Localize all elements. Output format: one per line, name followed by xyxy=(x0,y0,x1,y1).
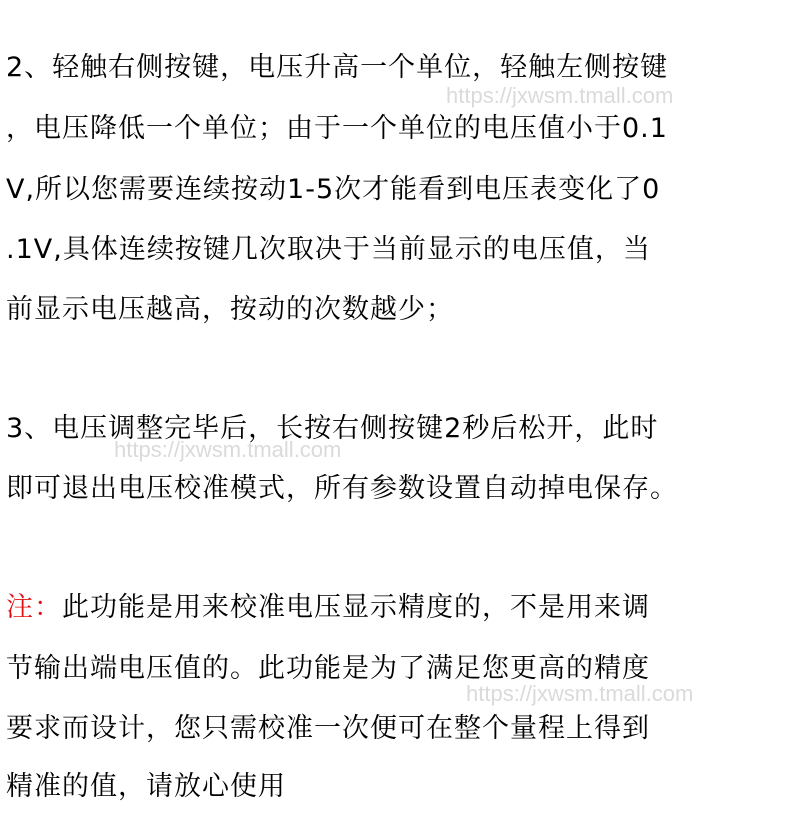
watermark-url: https://jxwsm.tmall.com xyxy=(446,83,674,108)
paragraph-line: ，电压降低一个单位；由于一个单位的电压值小于0.1 xyxy=(6,113,668,144)
paragraph-line: .1V,具体连续按键几次取决于当前显示的电压值，当 xyxy=(6,234,651,265)
paragraph-line: V,所以您需要连续按动1-5次才能看到电压表变化了0 xyxy=(6,174,661,205)
paragraph-line: 2、轻触右侧按键，电压升高一个单位，轻触左侧按键 xyxy=(6,52,669,83)
paragraph-line: 3、电压调整完毕后，长按右侧按键2秒后松开，此时 xyxy=(6,413,659,444)
note-line: 要求而设计，您只需校准一次便可在整个量程上得到 xyxy=(6,713,650,744)
paragraph-line: 前显示电压越高，按动的次数越少； xyxy=(6,294,454,325)
note-line: 精准的值，请放心使用 xyxy=(6,771,286,802)
note-line xyxy=(6,591,784,625)
paragraph-line: 即可退出电压校准模式，所有参数设置自动掉电保存。 xyxy=(6,473,678,504)
note-label: 注： xyxy=(6,592,62,623)
watermark-url: https://jxwsm.tmall.com xyxy=(114,437,342,462)
watermark-url: https://jxwsm.tmall.com xyxy=(466,681,694,706)
note-line: 节输出端电压值的。此功能是为了满足您更高的精度 xyxy=(6,653,650,684)
note-text: 此功能是用来校准电压显示精度的，不是用来调 xyxy=(62,592,650,623)
